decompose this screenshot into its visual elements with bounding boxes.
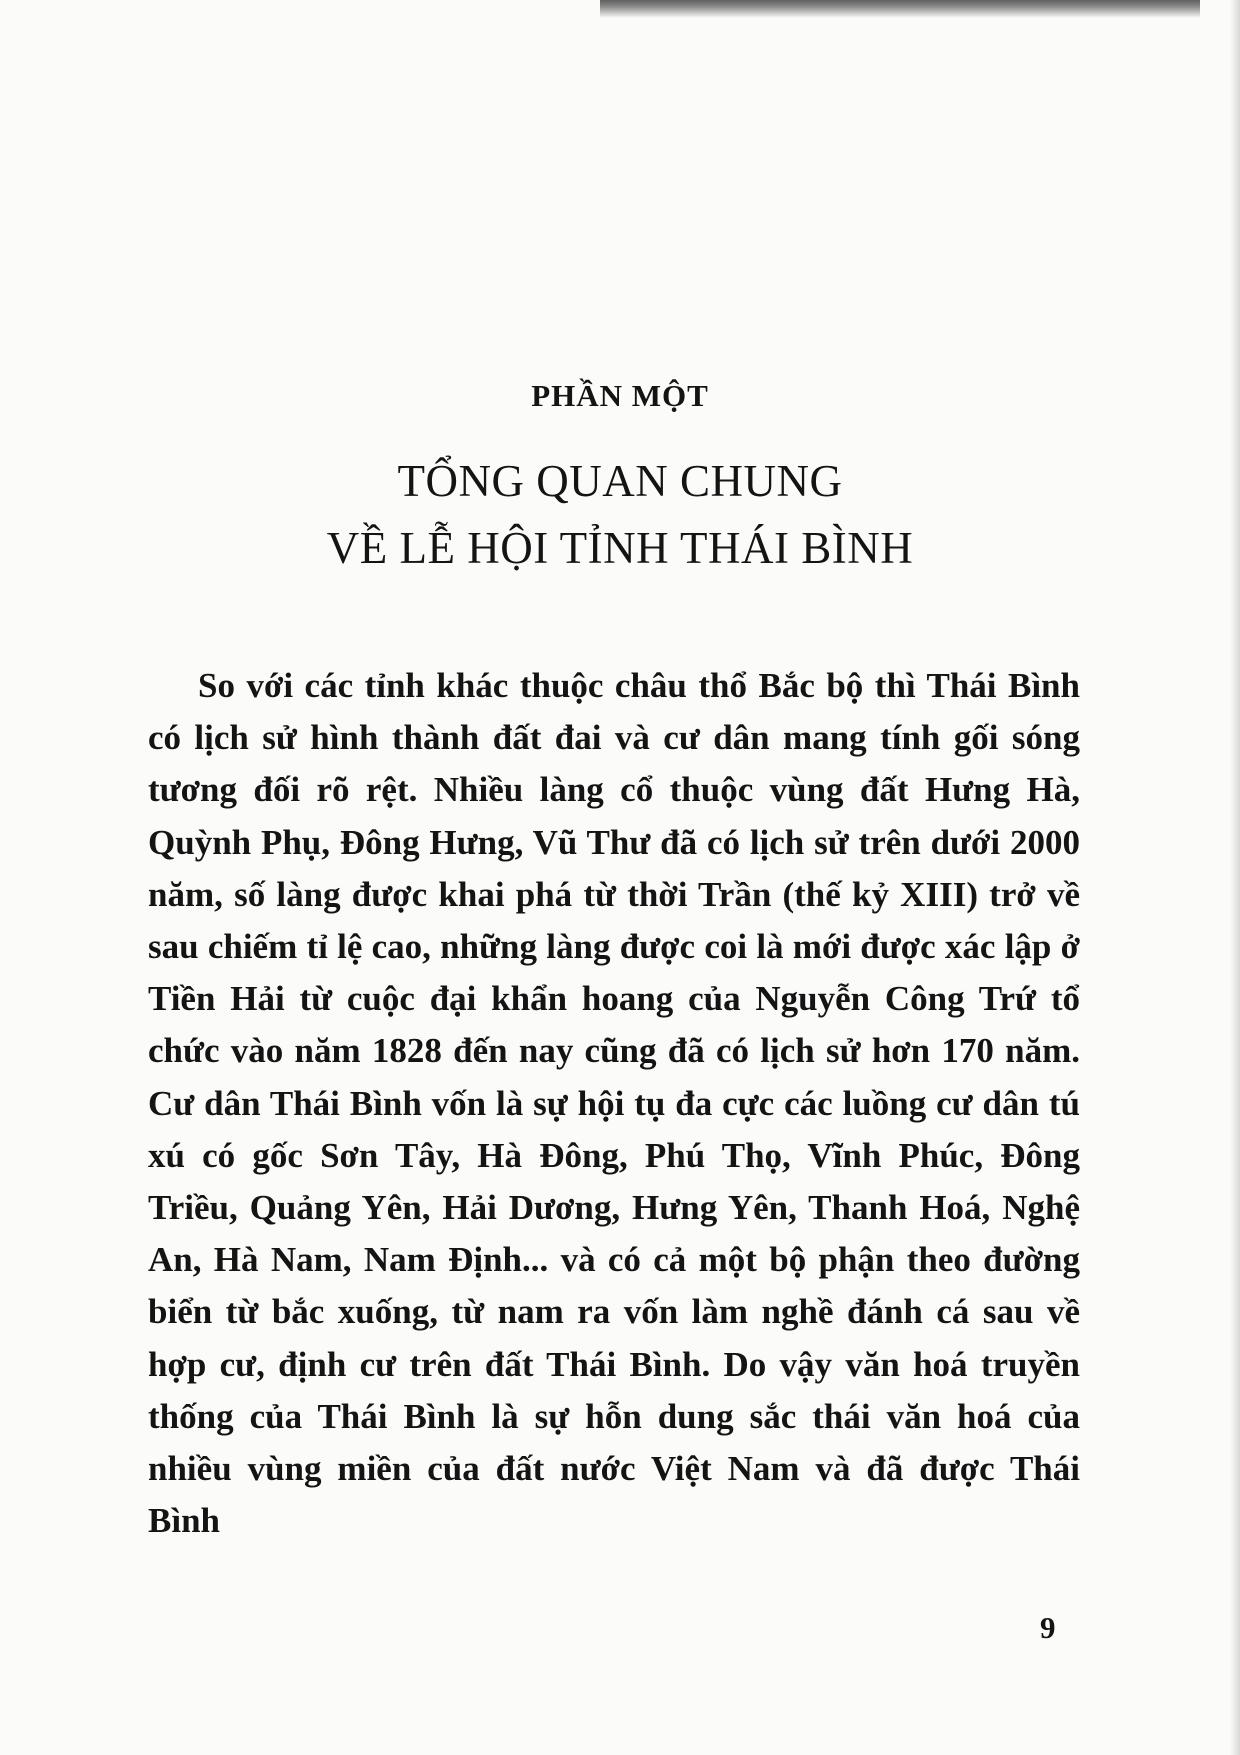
body-paragraph: So với các tỉnh khác thuộc châu thổ Bắc bộ thì Thái Bình có lịch sử hình thành đất đai và cư dân mang tính gối sóng tương đối rõ rệt. Nhiều làng cổ thuộc vùng đất Hưng Hà, Quỳnh Phụ, Đông Hưng, Vũ Thư đã có lịch sử trên dưới 2000 năm, số làng được khai phá từ thời Trần (thế kỷ XIII) trở về sau chiếm tỉ lệ cao, những làng được coi là mới được xác lập ở Tiền Hải từ cuộc đại khẩn hoang của Nguyễn Công Trứ tổ chức vào năm 1828 đến nay cũng đã có lịch sử hơn 170 năm. Cư dân Thái Bình vốn là sự hội tụ đa cực các luồng cư dân tú xú có gốc Sơn Tây, Hà Đông, Phú Thọ, Vĩnh Phúc, Đông Triều, Quảng Yên, Hải Dương, Hưng Yên, Thanh Hoá, Nghệ An, Hà Nam, Nam Định... và có cả một bộ phận theo đường biển từ bắc xuống, từ nam ra vốn làm nghề đánh cá sau về hợp cư, định cư trên đất Thái Bình. Do vậy văn hoá truyền thống của Thái Bình là sự hỗn dung sắc thái văn hoá của nhiều vùng miền của đất nước Việt Nam và đã được Thái Bình [148,666,1080,1541]
page-number: 9 [1040,1610,1056,1645]
chapter-title-line-2: VỀ LỄ HỘI TỈNH THÁI BÌNH [326,523,914,573]
chapter-title-line-1: TỔNG QUAN CHUNG [397,456,843,506]
scan-top-edge-shadow [600,0,1200,18]
section-label: PHẦN MỘT [531,378,709,413]
scan-right-edge-shadow [1230,0,1240,1755]
